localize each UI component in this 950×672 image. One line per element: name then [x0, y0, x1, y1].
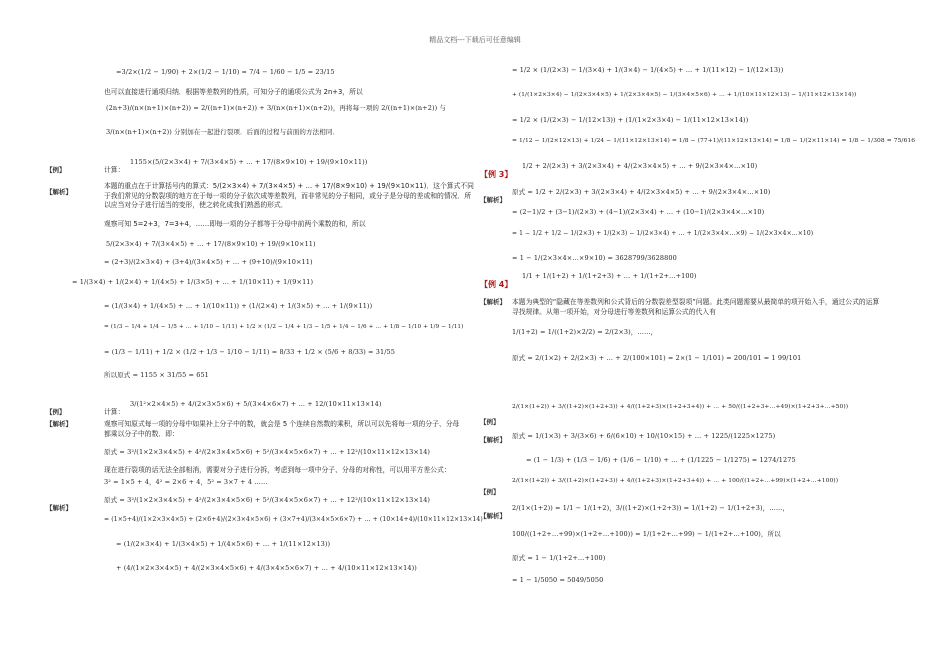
equation-line: 1/(1+2) = 1/((1+2)×2/2) = 2/(2×3)，……， [512, 328, 658, 336]
equation-line: = 1 − 1/2 + 1/2 − 1/(2×3) + 1/(2×3) − 1/(2×3×4) + … + 1/(2×3×4×…×9) − 1/(2×3×4×…×10) [512, 230, 814, 237]
equation-line: 原式 = 1 − 1/(1+2+…+100) [512, 554, 606, 562]
equation-line: + (1/(1×2×3×4) − 1/(2×3×4×5) + 1/(2×3×4×5) − 1/(3×4×5×6) + … + 1/(10×11×12×13) − 1/(11×12×13×14)) [512, 92, 857, 98]
equation-line: 1/2 + 2/(2×3) + 3/(2×3×4) + 4/(2×3×4×5) + … + 9/(2×3×4×…×10) [522, 162, 758, 170]
example-tag: 【例】 [46, 166, 66, 174]
paragraph: 现在进行裂项的话无法全部相消，需要对分子进行分拆，考虑到每一项中分子、分母的对称性，可以用平方差公式： [104, 466, 451, 474]
equation-line: = (2+3)/(2×3×4) + (3+4)/(3×4×5) + … + (9+10)/(9×10×11) [104, 258, 313, 266]
analysis-tag: 【解析】 [46, 188, 72, 196]
equation-line: 原式 = 1/(1×3) + 3/(3×6) + 6/(6×10) + 10/(10×15) + … + 1225/(1225×1275) [512, 432, 776, 440]
equation-line: 1/1 + 1/(1+2) + 1/(1+2+3) + … + 1/(1+2+…+100) [522, 272, 697, 280]
analysis-tag: 【解析】 [480, 196, 506, 204]
analysis-tag: 【解析】 [480, 436, 506, 444]
equation-line: = 1 − 1/(2×3×4×…×9×10) = 3628799/3628800 [512, 254, 677, 262]
equation-line: 原式 = 2/(1×2) + 2/(2×3) + … + 2/(100×101) = 2×(1 − 1/101) = 200/101 = 1 99/101 [512, 354, 802, 362]
equation-line: = 1/2 × (1/(2×3) − 1/(12×13)) + (1/(1×2×3×4) − 1/(11×12×13×14)) [512, 116, 749, 124]
paragraph: 观察可知原式每一项的分母中如果补上分子中的数，就会是 5 个连续自然数的乘积，所以可以先将每一项的分子、分母都乘以分子中的数．即： [104, 420, 460, 438]
equation-line: 2/(1×(1+2)) = 1/1 − 1/(1+2)，3/((1+2)×(1+2+3)) = 1/(1+2) − 1/(1+2+3)，……， [512, 504, 790, 512]
equation-line: 3/(1²×2×4×5) + 4/(2×3×5×6) + 5/(3×4×6×7) + … + 12/(10×11×13×14) [130, 400, 382, 408]
calc-label: 计算： [104, 408, 125, 416]
example-3-tag: 【例 3】 [480, 170, 513, 179]
equation-line: = 1/12 − 1/(2×12×13) + 1/24 − 1/(11×12×13×14) = 1/8 − (77+1)/(11×12×13×14) = 1/8 − 1/(2×11×14) = 1/8 − 1/308 = 75/616 [512, 138, 916, 144]
equation-line: 原式 = 3²/(1×2×3×4×5) + 4²/(2×3×4×5×6) + 5²/(3×4×5×6×7) + … + 12²/(10×11×12×13×14) [104, 496, 431, 504]
analysis-tag: 【解析】 [46, 420, 72, 428]
equation-line: = (2−1)/2 + (3−1)/(2×3) + (4−1)/(2×3×4) + … + (10−1)/(2×3×4×…×10) [512, 208, 765, 216]
paragraph: 本题为典型的“隐藏在等差数列和公式背后的分数裂差型裂项”问题。此类问题需要从最简单的项开始入手，通过公式的运算寻找规律。从第一项开始，对分母进行等差数列和运算公式的代入有 [512, 298, 880, 316]
equation-line: = 1/2 × (1/(2×3) − 1/(3×4) + 1/(3×4) − 1/(4×5) + … + 1/(11×12) − 1/(12×13)) [512, 66, 784, 74]
equation-line: 原式 = 3²/(1×2×3×4×5) + 4²/(2×3×4×5×6) + 5²/(3×4×5×6×7) + … + 12²/(10×11×12×13×14) [104, 448, 431, 456]
analysis-tag: 【解析】 [480, 512, 506, 520]
equation-line: = (1/3 − 1/4 + 1/4 − 1/5 + … + 1/10 − 1/11) + 1/2 × (1/2 − 1/4 + 1/3 − 1/5 + 1/4 − 1/6 + … + 1/8 − 1/10 + 1/9 − 1/11) [104, 324, 464, 330]
analysis-tag: 【解析】 [46, 504, 72, 512]
equation-line: = 1 − 1/5050 = 5049/5050 [512, 576, 604, 584]
example-tag: 【例】 [46, 408, 66, 416]
equation-line: 100/((1+2+…+99)×(1+2+…+100)) = 1/(1+2+…+99) − 1/(1+2+…+100)，所以 [512, 530, 781, 538]
analysis-tag: 【解析】 [480, 298, 506, 306]
equation-line: + (4/(1×2×3×4×5) + 4/(2×3×4×5×6) + 4/(3×4×5×6×7) + … + 4/(10×11×12×13×14)) [116, 564, 417, 572]
equation-line: 3/(n×(n+1)×(n+2)) 分别加在一起进行裂项．后面的过程与前面的方法相同． [106, 128, 340, 136]
equation-line: =3/2×(1/2 − 1/90) + 2×(1/2 − 1/10) = 7/4 − 1/60 − 1/5 = 23/15 [116, 68, 335, 76]
paragraph: 也可以直接进行通项归纳．根据等差数列的性质，可知分子的通项公式为 2n+3，所以 [104, 88, 363, 96]
equation-line: = (1×5+4)/(1×2×3×4×5) + (2×6+4)/(2×3×4×5×6) + (3×7+4)/(3×4×5×6×7) + … + (10×14+4)/(10×11×12×13×14) [104, 516, 483, 523]
equation-line: 1155×(5/(2×3×4) + 7/(3×4×5) + … + 17/(8×9×10) + 19/(9×10×11)) [130, 158, 368, 166]
equation-line: (2n+3)/(n×(n+1)×(n+2)) = 2/((n+1)×(n+2)) + 3/(n×(n+1)×(n+2))，再将每一项的 2/((n+1)×(n+2)) 与 [106, 104, 446, 112]
equation-line: 所以原式 = 1155 × 31/55 = 651 [104, 371, 209, 379]
equation-line: = (1/(2×3×4) + 1/(3×4×5) + 1/(4×5×6) + … + 1/(11×12×13)) [116, 540, 331, 548]
equation-line: 2/(1×(1+2)) + 3/((1+2)×(1+2+3)) + 4/((1+2+3)×(1+2+3+4)) + … + 50/((1+2+3+…+49)×(1+2+3+…+50)) [512, 404, 849, 410]
equation-line: 2/(1×(1+2)) + 3/((1+2)×(1+2+3)) + 4/((1+2+3)×(1+2+3+4)) + … + 100/((1+2+…+99)×(1+2+…+100)) [512, 478, 839, 484]
equation-line: 3² = 1×5 + 4，4² = 2×6 + 4，5² = 3×7 + 4 …… [104, 478, 268, 486]
equation-line: = 1/(3×4) + 1/(2×4) + 1/(4×5) + 1/(3×5) + … + 1/(10×11) + 1/(9×11) [72, 278, 314, 286]
equation-line: = (1/3 − 1/11) + 1/2 × (1/2 + 1/3 − 1/10 − 1/11) = 8/33 + 1/2 × (5/6 + 8/33) = 31/55 [104, 348, 395, 356]
paragraph: 本题的重点在于计算括号内的算式：5/(2×3×4) + 7/(3×4×5) + … + 17/(8×9×10) + 19/(9×10×11)．这个算式不同于我们常见的分数裂项的地方在于每一项的分子依次成等差数列，而非常见的分子相同，或分子是分母的差或和的情况．所以应当对分子进行适当的变形，使之转化成我们熟悉的形式． [104, 182, 474, 210]
example-tag: 【例】 [480, 418, 500, 426]
paragraph: 观察可知 5=2+3，7=3+4，……即每一项的分子都等于分母中前两个乘数的和，所以 [104, 220, 366, 228]
calc-label: 计算： [104, 166, 125, 174]
equation-line: 原式 = 1/2 + 2/(2×3) + 3/(2×3×4) + 4/(2×3×4×5) + … + 9/(2×3×4×…×10) [512, 188, 771, 196]
example-tag: 【例】 [480, 488, 500, 496]
equation-line: = (1 − 1/3) + (1/3 − 1/6) + (1/6 − 1/10) + … + (1/1225 − 1/1275) = 1274/1275 [526, 456, 796, 464]
equation-line: = (1/(3×4) + 1/(4×5) + … + 1/(10×11)) + (1/(2×4) + 1/(3×5) + … + 1/(9×11)) [104, 302, 373, 310]
example-4-tag: 【例 4】 [480, 280, 513, 289]
page-header: 精品文档---下载后可任意编辑 [429, 36, 521, 44]
equation-line: 5/(2×3×4) + 7/(3×4×5) + … + 17/(8×9×10) + 19/(9×10×11) [106, 240, 316, 248]
